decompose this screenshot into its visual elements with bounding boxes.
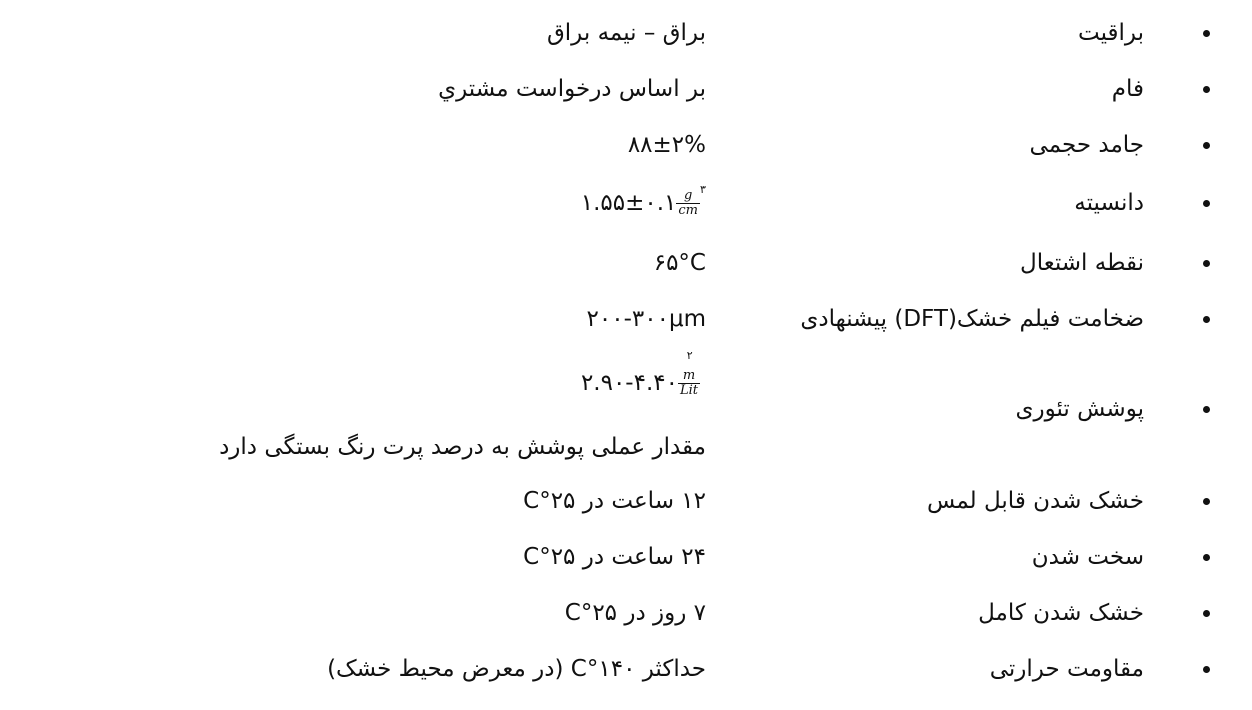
bullet [1203,30,1210,37]
spec-label: جامد حجمی [1029,132,1144,158]
list-item [0,542,1252,598]
spec-label: فام [1111,76,1144,102]
list-item [0,654,1252,710]
unit-denominator: Lit [679,383,698,398]
spec-value: ۸۸±۲% [627,132,706,158]
spec-label: نقطه اشتعال [1020,250,1144,276]
spec-value [580,183,706,218]
spec-label: ضخامت فیلم خشک(DFT) پیشنهادی [800,306,1144,332]
unit-exponent: ۳ [700,183,706,196]
spec-number: ۲.۹۰-۴.۴۰ [580,370,678,396]
unit-exponent: ۲ [686,349,693,362]
bullet [1203,316,1210,323]
bullet [1203,260,1210,267]
bullet [1203,666,1210,673]
bullet [1203,554,1210,561]
bullet [1203,200,1210,207]
bullet [1203,86,1210,93]
spec-value: ۲۴ ساعت در ۲۵°C [523,544,706,570]
spec-value: ۶۵°C [653,250,706,276]
list-item [0,248,1252,304]
unit-numerator: g ۳ [676,189,700,204]
bullet [1203,498,1210,505]
unit-fraction [678,349,700,398]
list-item [0,74,1252,130]
spec-value: براق – نیمه براق [546,20,706,46]
spec-value: ۱۲ ساعت در ۲۵°C [523,488,706,514]
list-item [0,183,1252,244]
unit-denominator: cm [678,203,698,218]
spec-value: ۲۰۰-۳۰۰μm [586,306,706,332]
list-item [0,486,1252,542]
bullet [1203,610,1210,617]
spec-number: ۱.۵۵±۰.۱ [580,190,677,216]
list-item [0,130,1252,186]
spec-value: ۷ روز در ۲۵°C [564,600,706,626]
spec-label: خشک شدن قابل لمس [927,488,1144,514]
list-item [0,349,1252,472]
spec-label: خشک شدن کامل [978,600,1144,626]
spec-label: دانسیته [1074,190,1144,216]
spec-label: مقاومت حرارتی [989,656,1144,682]
bullet [1203,406,1210,413]
spec-label: براقیت [1077,20,1144,46]
list-item [0,598,1252,654]
spec-value: بر اساس درخواست مشتري [438,76,706,102]
list-item [0,18,1252,74]
bullet [1203,142,1210,149]
spec-label: سخت شدن [1031,544,1144,570]
unit-numerator: ۲ m [678,369,700,384]
unit-fraction [676,183,706,218]
spec-label: پوشش تئوری [1015,396,1144,422]
spec-value: حداکثر ۱۴۰°C (در معرض محیط خشک) [327,656,706,682]
spec-value [580,349,706,398]
spec-note: مقدار عملی پوشش به درصد پرت رنگ بستگی دارد [219,434,706,460]
